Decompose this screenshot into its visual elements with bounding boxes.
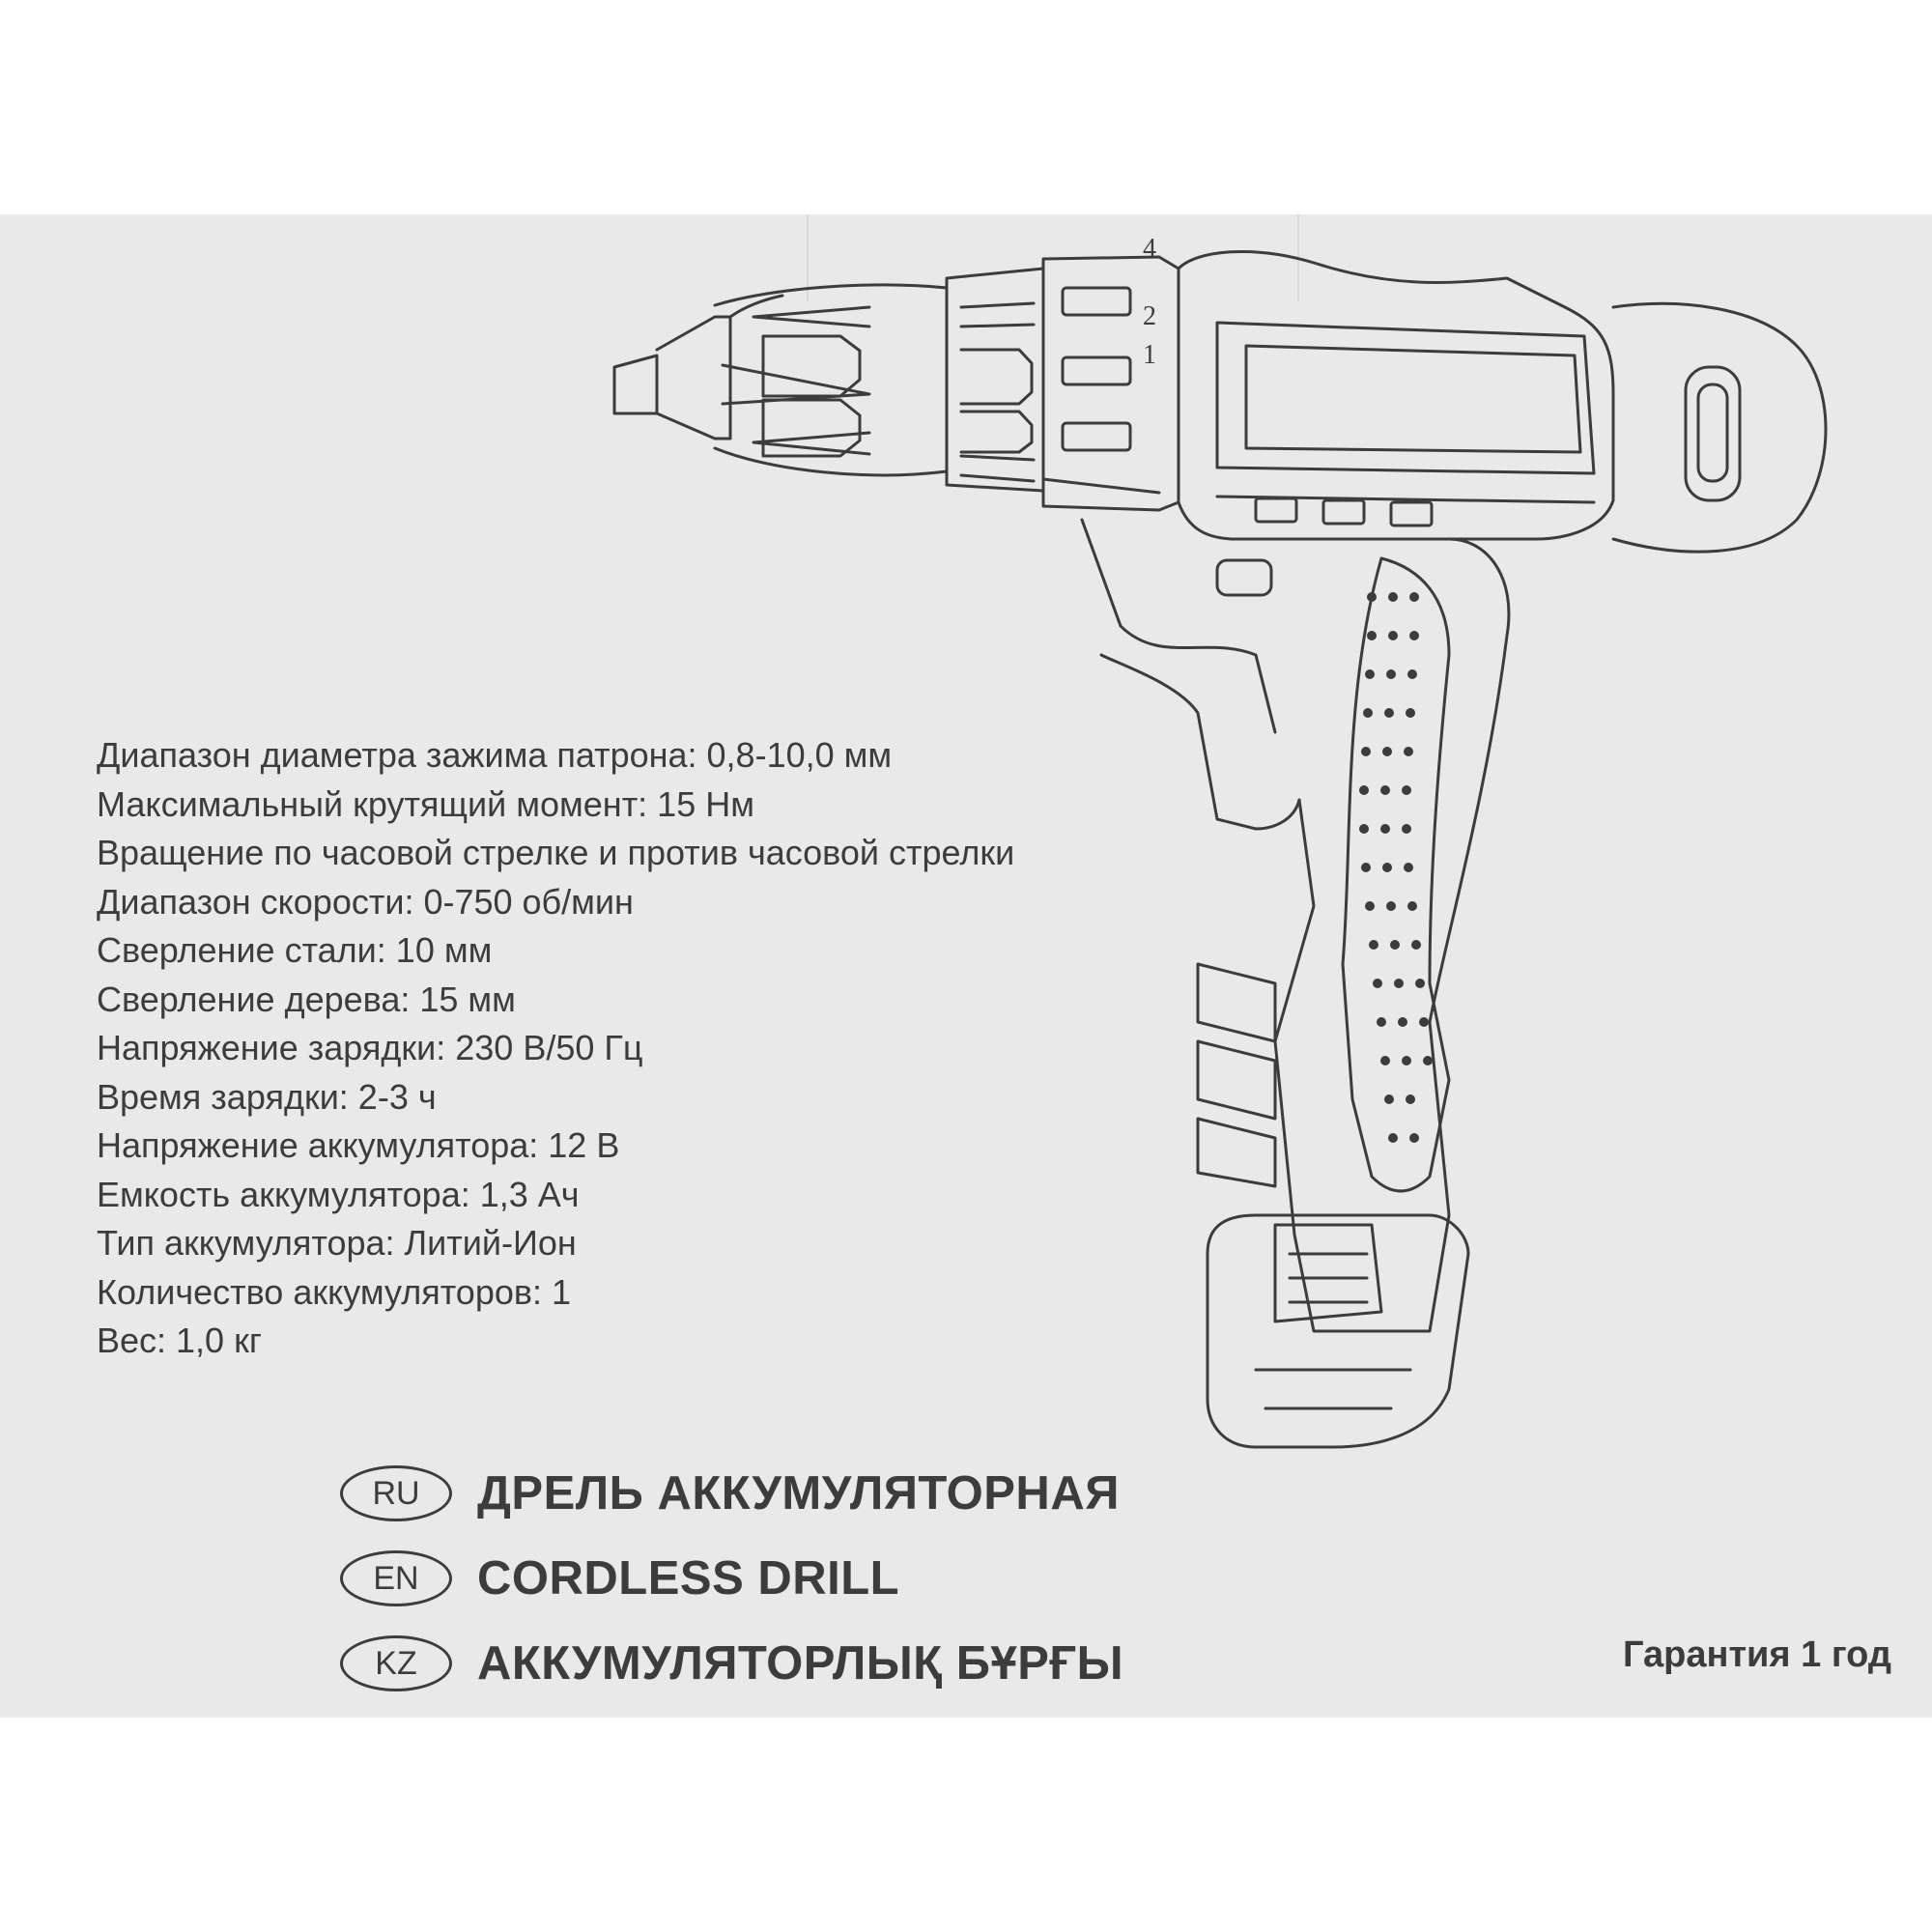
spec-charging-voltage: Напряжение зарядки: 230 В/50 Гц [97,1028,643,1067]
spec-battery-type: Тип аккумулятора: Литий-Ион [97,1223,577,1263]
spec-battery-voltage: Напряжение аккумулятора: 12 В [97,1125,620,1165]
product-title-en: CORDLESS DRILL [477,1552,900,1605]
warranty-label: Гарантия 1 год [1622,1634,1891,1675]
spec-battery-capacity: Емкость аккумулятора: 1,3 Ач [97,1174,580,1214]
title-row-kz [340,1621,1123,1706]
spec-rotation: Вращение по часовой стрелке и против часовой стрелки [97,833,1015,872]
speed-dial-number: 4 [1143,234,1156,264]
spec-weight: Вес: 1,0 кг [97,1321,262,1360]
product-titles [340,1451,1123,1706]
spec-wood-drilling: Сверление дерева: 15 мм [97,979,516,1019]
spec-max-torque: Максимальный крутящий момент: 15 Нм [97,783,754,824]
language-badge-ru: RU [340,1465,452,1521]
spec-speed-range: Диапазон скорости: 0-750 об/мин [97,881,634,922]
packaging-panel [0,214,1932,1718]
spec-chuck-range: Диапазон диаметра зажима патрона: 0,8-10,0 мм [97,735,893,775]
spec-steel-drilling: Сверление стали: 10 мм [97,930,493,970]
product-title-ru: ДРЕЛЬ АККУМУЛЯТОРНАЯ [477,1467,1120,1520]
title-row-en [340,1536,1123,1621]
product-title-kz: АККУМУЛЯТОРЛЫҚ БҰРҒЫ [477,1637,1124,1690]
speed-dial-number: 1 [1143,340,1156,370]
spec-list [97,731,1236,1366]
title-row-ru [340,1451,1123,1536]
spec-battery-count: Количество аккумуляторов: 1 [97,1271,572,1312]
language-badge-kz: KZ [340,1635,452,1691]
speed-dial-labels [1135,230,1164,375]
spec-charging-time: Время зарядки: 2-3 ч [97,1076,437,1117]
language-badge-en: EN [340,1550,452,1606]
speed-dial-number: 2 [1143,301,1156,331]
